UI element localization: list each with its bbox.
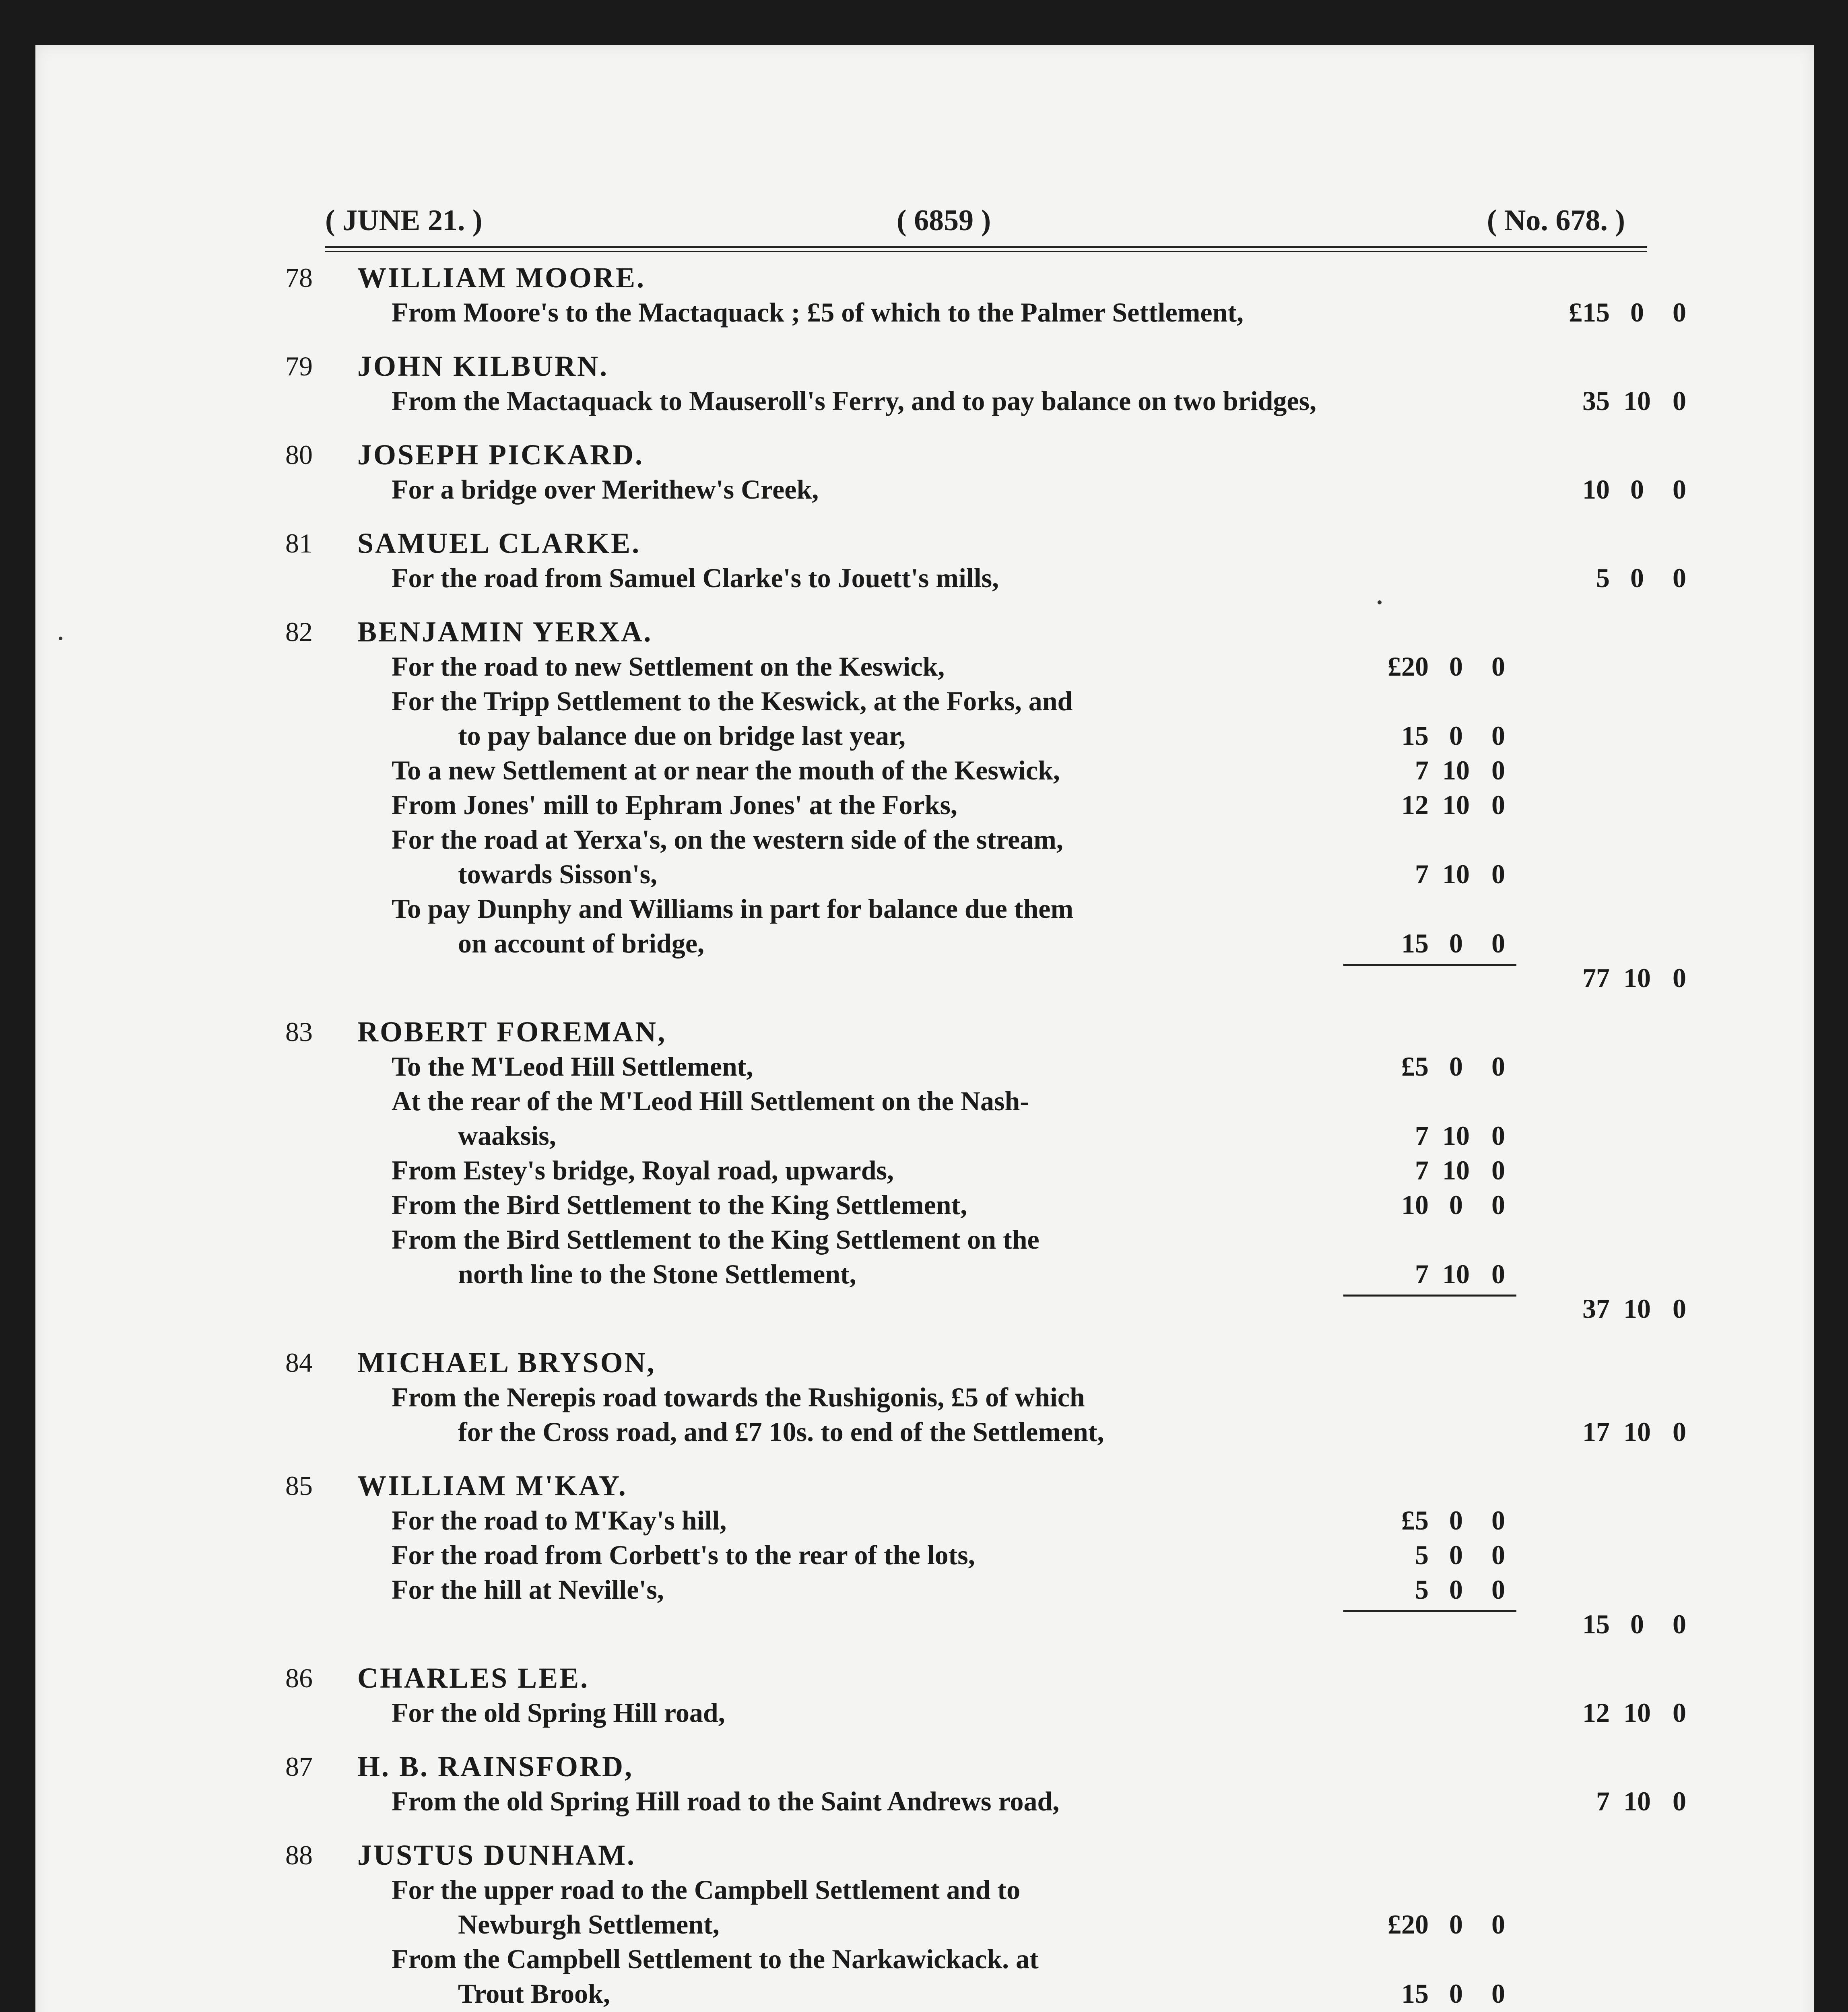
item-description: From the Bird Settlement to the King Settlement on the bbox=[392, 1224, 1040, 1255]
amount-shillings: 0 bbox=[1449, 1189, 1463, 1220]
entry-spacer bbox=[277, 595, 1677, 614]
amount-pounds: 7 bbox=[1415, 1259, 1429, 1289]
amount-pence: 0 bbox=[1491, 1909, 1505, 1940]
header-rule-thin bbox=[325, 251, 1647, 252]
paper-speck bbox=[1378, 600, 1382, 604]
amount-pounds: 7 bbox=[1415, 1120, 1429, 1151]
amount-pence: 0 bbox=[1491, 1189, 1505, 1220]
total-shillings: 10 bbox=[1623, 1416, 1651, 1447]
amount-pounds: £20 bbox=[1388, 651, 1429, 682]
appropriation-line bbox=[277, 295, 1686, 330]
entry-number: 88 bbox=[285, 1840, 313, 1870]
entry-heading bbox=[277, 526, 1677, 561]
item-description: To the M'Leod Hill Settlement, bbox=[392, 1051, 753, 1082]
appropriation-line bbox=[277, 1049, 1677, 1084]
item-description: on account of bridge, bbox=[458, 928, 704, 959]
amount-pounds: £5 bbox=[1401, 1505, 1429, 1536]
total-pence: 0 bbox=[1673, 963, 1686, 993]
amount-shillings: 0 bbox=[1449, 1505, 1463, 1536]
amount-pence: 0 bbox=[1491, 790, 1505, 820]
total-pence: 0 bbox=[1673, 1697, 1686, 1728]
item-description: north line to the Stone Settlement, bbox=[458, 1259, 856, 1289]
amount-shillings: 10 bbox=[1442, 859, 1470, 889]
total-shillings: 10 bbox=[1623, 1293, 1651, 1324]
appropriation-line bbox=[277, 684, 1677, 718]
total-pounds: 15 bbox=[1582, 1609, 1610, 1639]
appropriation-line bbox=[277, 1153, 1677, 1187]
appropriation-line bbox=[277, 753, 1677, 787]
entry-number: 83 bbox=[285, 1016, 313, 1047]
item-description: to pay balance due on bridge last year, bbox=[458, 720, 906, 751]
total-pence: 0 bbox=[1673, 1786, 1686, 1816]
entry-number: 87 bbox=[285, 1751, 313, 1782]
amount-shillings: 10 bbox=[1442, 1120, 1470, 1151]
item-description: waaksis, bbox=[458, 1120, 556, 1151]
total-shillings: 10 bbox=[1623, 1697, 1651, 1728]
entry-heading bbox=[277, 1345, 1677, 1380]
amount-shillings: 0 bbox=[1449, 1978, 1463, 2009]
amount-pounds: 7 bbox=[1415, 1155, 1429, 1185]
appropriation-line bbox=[277, 1872, 1677, 1907]
item-description: towards Sisson's, bbox=[458, 859, 658, 889]
appropriation-list bbox=[277, 260, 1686, 2012]
amount-shillings: 0 bbox=[1449, 651, 1463, 682]
appropriation-line bbox=[277, 1503, 1677, 1538]
item-description: For the road to new Settlement on the Keswick, bbox=[392, 651, 945, 682]
amount-pounds: 7 bbox=[1415, 755, 1429, 785]
entry-number: 84 bbox=[285, 1347, 313, 1378]
entry-spacer bbox=[277, 507, 1677, 526]
grantee-name: ROBERT FOREMAN, bbox=[357, 1016, 667, 1048]
grantee-name: JOHN KILBURN. bbox=[357, 350, 609, 382]
amount-shillings: 0 bbox=[1449, 928, 1463, 959]
header-rule bbox=[325, 246, 1647, 248]
appropriation-line bbox=[277, 1538, 1677, 1572]
amount-shillings: 10 bbox=[1442, 1259, 1470, 1289]
amount-pounds: 15 bbox=[1401, 720, 1429, 751]
total-line bbox=[277, 1607, 1686, 1641]
entry-number: 81 bbox=[285, 528, 313, 559]
appropriation-line bbox=[277, 1695, 1686, 1730]
amount-pence: 0 bbox=[1491, 651, 1505, 682]
appropriation-line bbox=[277, 1380, 1677, 1414]
total-pounds: 77 bbox=[1582, 963, 1610, 993]
sum-rule bbox=[1343, 1610, 1516, 1612]
amount-pence: 0 bbox=[1491, 1978, 1505, 2009]
appropriation-line bbox=[277, 857, 1677, 891]
item-description: From the Nerepis road towards the Rushigonis, £5 of which bbox=[392, 1382, 1085, 1412]
total-pence: 0 bbox=[1673, 1293, 1686, 1324]
item-description: For the Tripp Settlement to the Keswick, at the Forks, and bbox=[392, 686, 1073, 716]
amount-pence: 0 bbox=[1491, 1120, 1505, 1151]
amount-pence: 0 bbox=[1491, 1505, 1505, 1536]
appropriation-line bbox=[277, 1784, 1686, 1818]
item-description: At the rear of the M'Leod Hill Settlement on the Nash- bbox=[392, 1086, 1029, 1116]
entry-heading bbox=[277, 1749, 1677, 1784]
total-pence: 0 bbox=[1673, 385, 1686, 416]
grantee-name: WILLIAM M'KAY. bbox=[357, 1470, 627, 1502]
item-description: From the Campbell Settlement to the Narkawickack. at bbox=[392, 1944, 1039, 1974]
amount-pence: 0 bbox=[1491, 755, 1505, 785]
amount-pence: 0 bbox=[1491, 1259, 1505, 1289]
item-description: To pay Dunphy and Williams in part for balance due them bbox=[392, 893, 1074, 924]
appropriation-line bbox=[277, 718, 1677, 753]
entry-heading bbox=[277, 1661, 1677, 1695]
amount-pence: 0 bbox=[1491, 1540, 1505, 1570]
item-description: For a bridge over Merithew's Creek, bbox=[392, 474, 819, 505]
amount-pounds: 7 bbox=[1415, 859, 1429, 889]
entry-heading bbox=[277, 349, 1677, 383]
sum-rule bbox=[1343, 1295, 1516, 1297]
entry-spacer bbox=[277, 1730, 1677, 1749]
entry-spacer bbox=[277, 330, 1677, 349]
total-pounds: 37 bbox=[1582, 1293, 1610, 1324]
appropriation-line bbox=[277, 1084, 1677, 1118]
amount-pounds: 12 bbox=[1401, 790, 1429, 820]
entry-number: 79 bbox=[285, 351, 313, 381]
entry-spacer bbox=[277, 995, 1677, 1014]
item-description: From Estey's bridge, Royal road, upwards, bbox=[392, 1155, 894, 1185]
appropriation-line bbox=[277, 1414, 1686, 1449]
amount-shillings: 10 bbox=[1442, 755, 1470, 785]
entry-spacer bbox=[277, 1326, 1677, 1345]
total-line bbox=[277, 961, 1686, 995]
amount-pence: 0 bbox=[1491, 1155, 1505, 1185]
entry-number: 82 bbox=[285, 616, 313, 647]
appropriation-line bbox=[277, 1942, 1677, 1976]
entry-spacer bbox=[277, 418, 1677, 437]
grantee-name: WILLIAM MOORE. bbox=[357, 262, 646, 294]
total-pounds: 5 bbox=[1596, 563, 1610, 593]
item-description: For the road from Corbett's to the rear of the lots, bbox=[392, 1540, 975, 1570]
amount-pence: 0 bbox=[1491, 1574, 1505, 1605]
total-pounds: 17 bbox=[1582, 1416, 1610, 1447]
appropriation-line bbox=[277, 926, 1677, 961]
total-pounds: £15 bbox=[1569, 297, 1610, 328]
item-description: From the Mactaquack to Mauseroll's Ferry, and to pay balance on two bridges, bbox=[392, 385, 1317, 416]
header-date: ( JUNE 21. ) bbox=[325, 204, 483, 237]
item-description: Trout Brook, bbox=[458, 1978, 610, 2009]
amount-shillings: 0 bbox=[1449, 1540, 1463, 1570]
amount-shillings: 0 bbox=[1449, 720, 1463, 751]
entry-number: 86 bbox=[285, 1663, 313, 1693]
item-description: for the Cross road, and £7 10s. to end of the Settlement, bbox=[458, 1416, 1104, 1447]
entry-number: 78 bbox=[285, 262, 313, 293]
appropriation-line bbox=[277, 1257, 1677, 1291]
appropriation-line bbox=[277, 822, 1677, 857]
item-description: For the road to M'Kay's hill, bbox=[392, 1505, 727, 1536]
amount-pounds: £5 bbox=[1401, 1051, 1429, 1082]
item-description: For the hill at Neville's, bbox=[392, 1574, 664, 1605]
appropriation-line bbox=[277, 472, 1686, 507]
grantee-name: H. B. RAINSFORD, bbox=[357, 1750, 634, 1783]
amount-pounds: 10 bbox=[1401, 1189, 1429, 1220]
total-shillings: 10 bbox=[1623, 1786, 1651, 1816]
total-pence: 0 bbox=[1673, 474, 1686, 505]
appropriation-line bbox=[277, 1222, 1677, 1257]
total-shillings: 0 bbox=[1630, 297, 1644, 328]
grantee-name: JUSTUS DUNHAM. bbox=[357, 1839, 636, 1871]
appropriation-line bbox=[277, 891, 1677, 926]
total-pounds: 35 bbox=[1582, 385, 1610, 416]
total-shillings: 10 bbox=[1623, 963, 1651, 993]
total-shillings: 0 bbox=[1630, 474, 1644, 505]
entry-number: 85 bbox=[285, 1470, 313, 1501]
entry-heading bbox=[277, 1014, 1677, 1049]
grantee-name: MICHAEL BRYSON, bbox=[357, 1346, 656, 1379]
grantee-name: JOSEPH PICKARD. bbox=[357, 439, 644, 471]
total-pounds: 10 bbox=[1582, 474, 1610, 505]
grantee-name: SAMUEL CLARKE. bbox=[357, 527, 641, 559]
paper-speck bbox=[59, 637, 62, 640]
appropriation-line bbox=[277, 787, 1677, 822]
entry-spacer bbox=[277, 1449, 1677, 1468]
amount-shillings: 10 bbox=[1442, 1155, 1470, 1185]
amount-pence: 0 bbox=[1491, 720, 1505, 751]
amount-pence: 0 bbox=[1491, 1051, 1505, 1082]
item-description: Newburgh Settlement, bbox=[458, 1909, 720, 1940]
entry-spacer bbox=[277, 1818, 1677, 1838]
amount-pence: 0 bbox=[1491, 928, 1505, 959]
entry-heading bbox=[277, 614, 1677, 649]
appropriation-line bbox=[277, 649, 1677, 684]
amount-shillings: 10 bbox=[1442, 790, 1470, 820]
total-pence: 0 bbox=[1673, 563, 1686, 593]
sum-rule bbox=[1343, 964, 1516, 966]
item-description: For the upper road to the Campbell Settlement and to bbox=[392, 1874, 1021, 1905]
page-header bbox=[325, 204, 1637, 244]
item-description: From Jones' mill to Ephram Jones' at the Forks, bbox=[392, 790, 957, 820]
item-description: For the road from Samuel Clarke's to Jouett's mills, bbox=[392, 563, 999, 593]
appropriation-line bbox=[277, 1976, 1677, 2011]
grantee-name: BENJAMIN YERXA. bbox=[357, 616, 653, 648]
total-shillings: 10 bbox=[1623, 385, 1651, 416]
appropriation-line bbox=[277, 1907, 1677, 1942]
entry-heading bbox=[277, 1468, 1677, 1503]
total-pounds: 7 bbox=[1596, 1786, 1610, 1816]
amount-shillings: 0 bbox=[1449, 1574, 1463, 1605]
amount-shillings: 0 bbox=[1449, 1051, 1463, 1082]
entry-heading bbox=[277, 1838, 1677, 1872]
appropriation-line bbox=[277, 1187, 1677, 1222]
entry-number: 80 bbox=[285, 439, 313, 470]
entry-spacer bbox=[277, 1641, 1677, 1661]
entry-heading bbox=[277, 260, 1677, 295]
amount-pence: 0 bbox=[1491, 859, 1505, 889]
item-description: To a new Settlement at or near the mouth of the Keswick, bbox=[392, 755, 1060, 785]
appropriation-line bbox=[277, 561, 1686, 595]
amount-pounds: 5 bbox=[1415, 1574, 1429, 1605]
amount-shillings: 0 bbox=[1449, 1909, 1463, 1940]
amount-pounds: 15 bbox=[1401, 1978, 1429, 2009]
header-document-number: ( No. 678. ) bbox=[1487, 204, 1625, 237]
header-page-number: ( 6859 ) bbox=[897, 204, 991, 237]
total-line bbox=[277, 1291, 1686, 1326]
amount-pounds: 15 bbox=[1401, 928, 1429, 959]
item-description: For the old Spring Hill road, bbox=[392, 1697, 725, 1728]
item-description: For the road at Yerxa's, on the western side of the stream, bbox=[392, 824, 1063, 855]
total-shillings: 0 bbox=[1630, 1609, 1644, 1639]
appropriation-line bbox=[277, 1572, 1677, 1607]
amount-pounds: 5 bbox=[1415, 1540, 1429, 1570]
total-pounds: 12 bbox=[1582, 1697, 1610, 1728]
total-pence: 0 bbox=[1673, 297, 1686, 328]
appropriation-line bbox=[277, 1118, 1677, 1153]
total-pence: 0 bbox=[1673, 1609, 1686, 1639]
item-description: From the old Spring Hill road to the Saint Andrews road, bbox=[392, 1786, 1060, 1816]
grantee-name: CHARLES LEE. bbox=[357, 1662, 590, 1694]
total-shillings: 0 bbox=[1630, 563, 1644, 593]
item-description: From the Bird Settlement to the King Settlement, bbox=[392, 1189, 967, 1220]
entry-heading bbox=[277, 437, 1677, 472]
total-pence: 0 bbox=[1673, 1416, 1686, 1447]
document-page bbox=[35, 45, 1814, 2012]
appropriation-line bbox=[277, 383, 1686, 418]
item-description: From Moore's to the Mactaquack ; £5 of which to the Palmer Settlement, bbox=[392, 297, 1244, 328]
amount-pounds: £20 bbox=[1388, 1909, 1429, 1940]
